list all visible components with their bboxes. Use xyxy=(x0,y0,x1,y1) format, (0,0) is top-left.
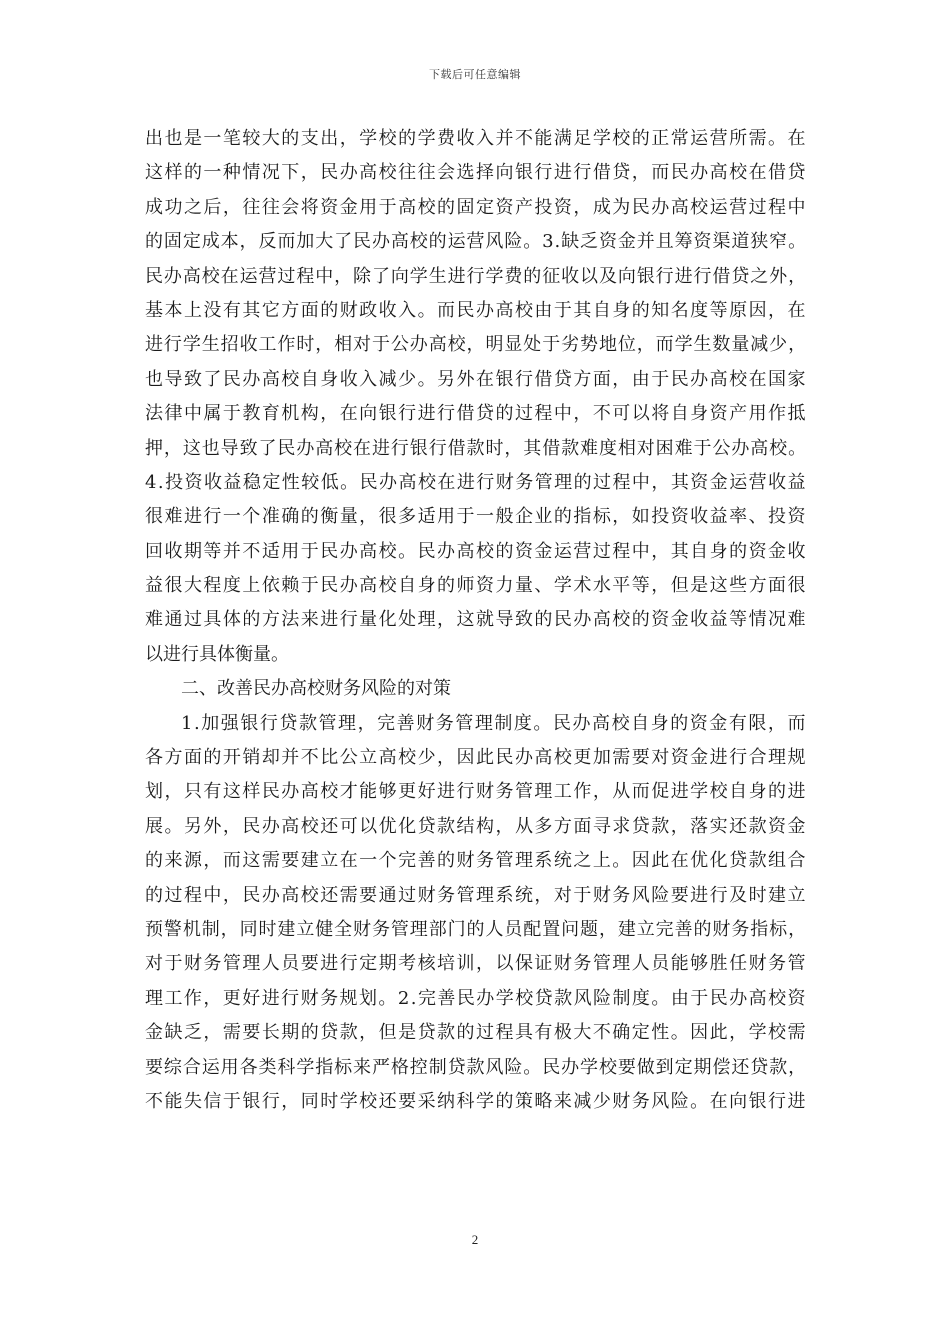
text-line: 回收期等并不适用于民办高校。民办高校的资金运营过程中，其自身的资金收 xyxy=(145,540,807,562)
document-body xyxy=(145,122,807,1119)
text-line: 这样的一种情况下，民办高校往往会选择向银行进行借贷，而民办高校在借贷 xyxy=(145,162,807,184)
text-line: 要综合运用各类科学指标来严格控制贷款风险。民办学校要做到定期偿还贷款， xyxy=(145,1056,807,1078)
text-line: 1.加强银行贷款管理，完善财务管理制度。民办高校自身的资金有限，而 xyxy=(181,712,807,734)
text-line: 成功之后，往往会将资金用于高校的固定资产投资，成为民办高校运营过程中 xyxy=(145,196,807,218)
text-line: 不能失信于银行，同时学校还要采纳科学的策略来减少财务风险。在向银行进 xyxy=(145,1090,807,1112)
text-line: 理工作，更好进行财务规划。2.完善民办学校贷款风险制度。由于民办高校资 xyxy=(145,987,807,1009)
text-line: 益很大程度上依赖于民办高校自身的师资力量、学术水平等，但是这些方面很 xyxy=(145,575,807,597)
text-line: 划，只有这样民办高校才能够更好进行财务管理工作，从而促进学校自身的进 xyxy=(145,781,807,803)
text-line: 押，这也导致了民办高校在进行银行借款时，其借款难度相对困难于公办高校。 xyxy=(145,437,807,459)
text-line: 民办高校在运营过程中，除了向学生进行学费的征收以及向银行进行借贷之外， xyxy=(145,265,807,287)
text-line: 各方面的开销却并不比公立高校少，因此民办高校更加需要对资金进行合理规 xyxy=(145,747,807,769)
text-line: 进行学生招收工作时，相对于公办高校，明显处于劣势地位，而学生数量减少， xyxy=(145,334,807,356)
text-line: 预警机制，同时建立健全财务管理部门的人员配置问题，建立完善的财务指标， xyxy=(145,918,807,940)
text-line: 4.投资收益稳定性较低。民办高校在进行财务管理的过程中，其资金运营收益 xyxy=(145,471,807,493)
text-line: 以进行具体衡量。 xyxy=(145,643,289,665)
page-number: 2 xyxy=(471,1232,479,1247)
text-line: 很难进行一个准确的衡量，很多适用于一般企业的指标，如投资收益率、投资 xyxy=(145,506,807,528)
text-line: 对于财务管理人员要进行定期考核培训，以保证财务管理人员能够胜任财务管 xyxy=(145,953,807,975)
text-line: 也导致了民办高校自身收入减少。另外在银行借贷方面，由于民办高校在国家 xyxy=(145,368,807,390)
text-line: 的固定成本，反而加大了民办高校的运营风险。3.缺乏资金并且筹资渠道狭窄。 xyxy=(145,231,807,253)
text-line: 的来源，而这需要建立在一个完善的财务管理系统之上。因此在优化贷款组合 xyxy=(145,850,807,872)
text-line: 法律中属于教育机构，在向银行进行借贷的过程中，不可以将自身资产用作抵 xyxy=(145,403,807,425)
text-line: 难通过具体的方法来进行量化处理，这就导致的民办高校的资金收益等情况难 xyxy=(145,609,807,631)
text-line: 基本上没有其它方面的财政收入。而民办高校由于其自身的知名度等原因，在 xyxy=(145,299,807,321)
text-line: 展。另外，民办高校还可以优化贷款结构，从多方面寻求贷款，落实还款资金 xyxy=(145,815,807,837)
text-line: 出也是一笔较大的支出，学校的学费收入并不能满足学校的正常运营所需。在 xyxy=(145,128,807,149)
text-line: 的过程中，民办高校还需要通过财务管理系统，对于财务风险要进行及时建立 xyxy=(145,884,807,906)
section-heading: 二、改善民办高校财务风险的对策 xyxy=(181,678,451,700)
page-header: 下载后可任意编辑 xyxy=(429,68,521,81)
text-line: 金缺乏，需要长期的贷款，但是贷款的过程具有极大不确定性。因此，学校需 xyxy=(145,1022,807,1044)
